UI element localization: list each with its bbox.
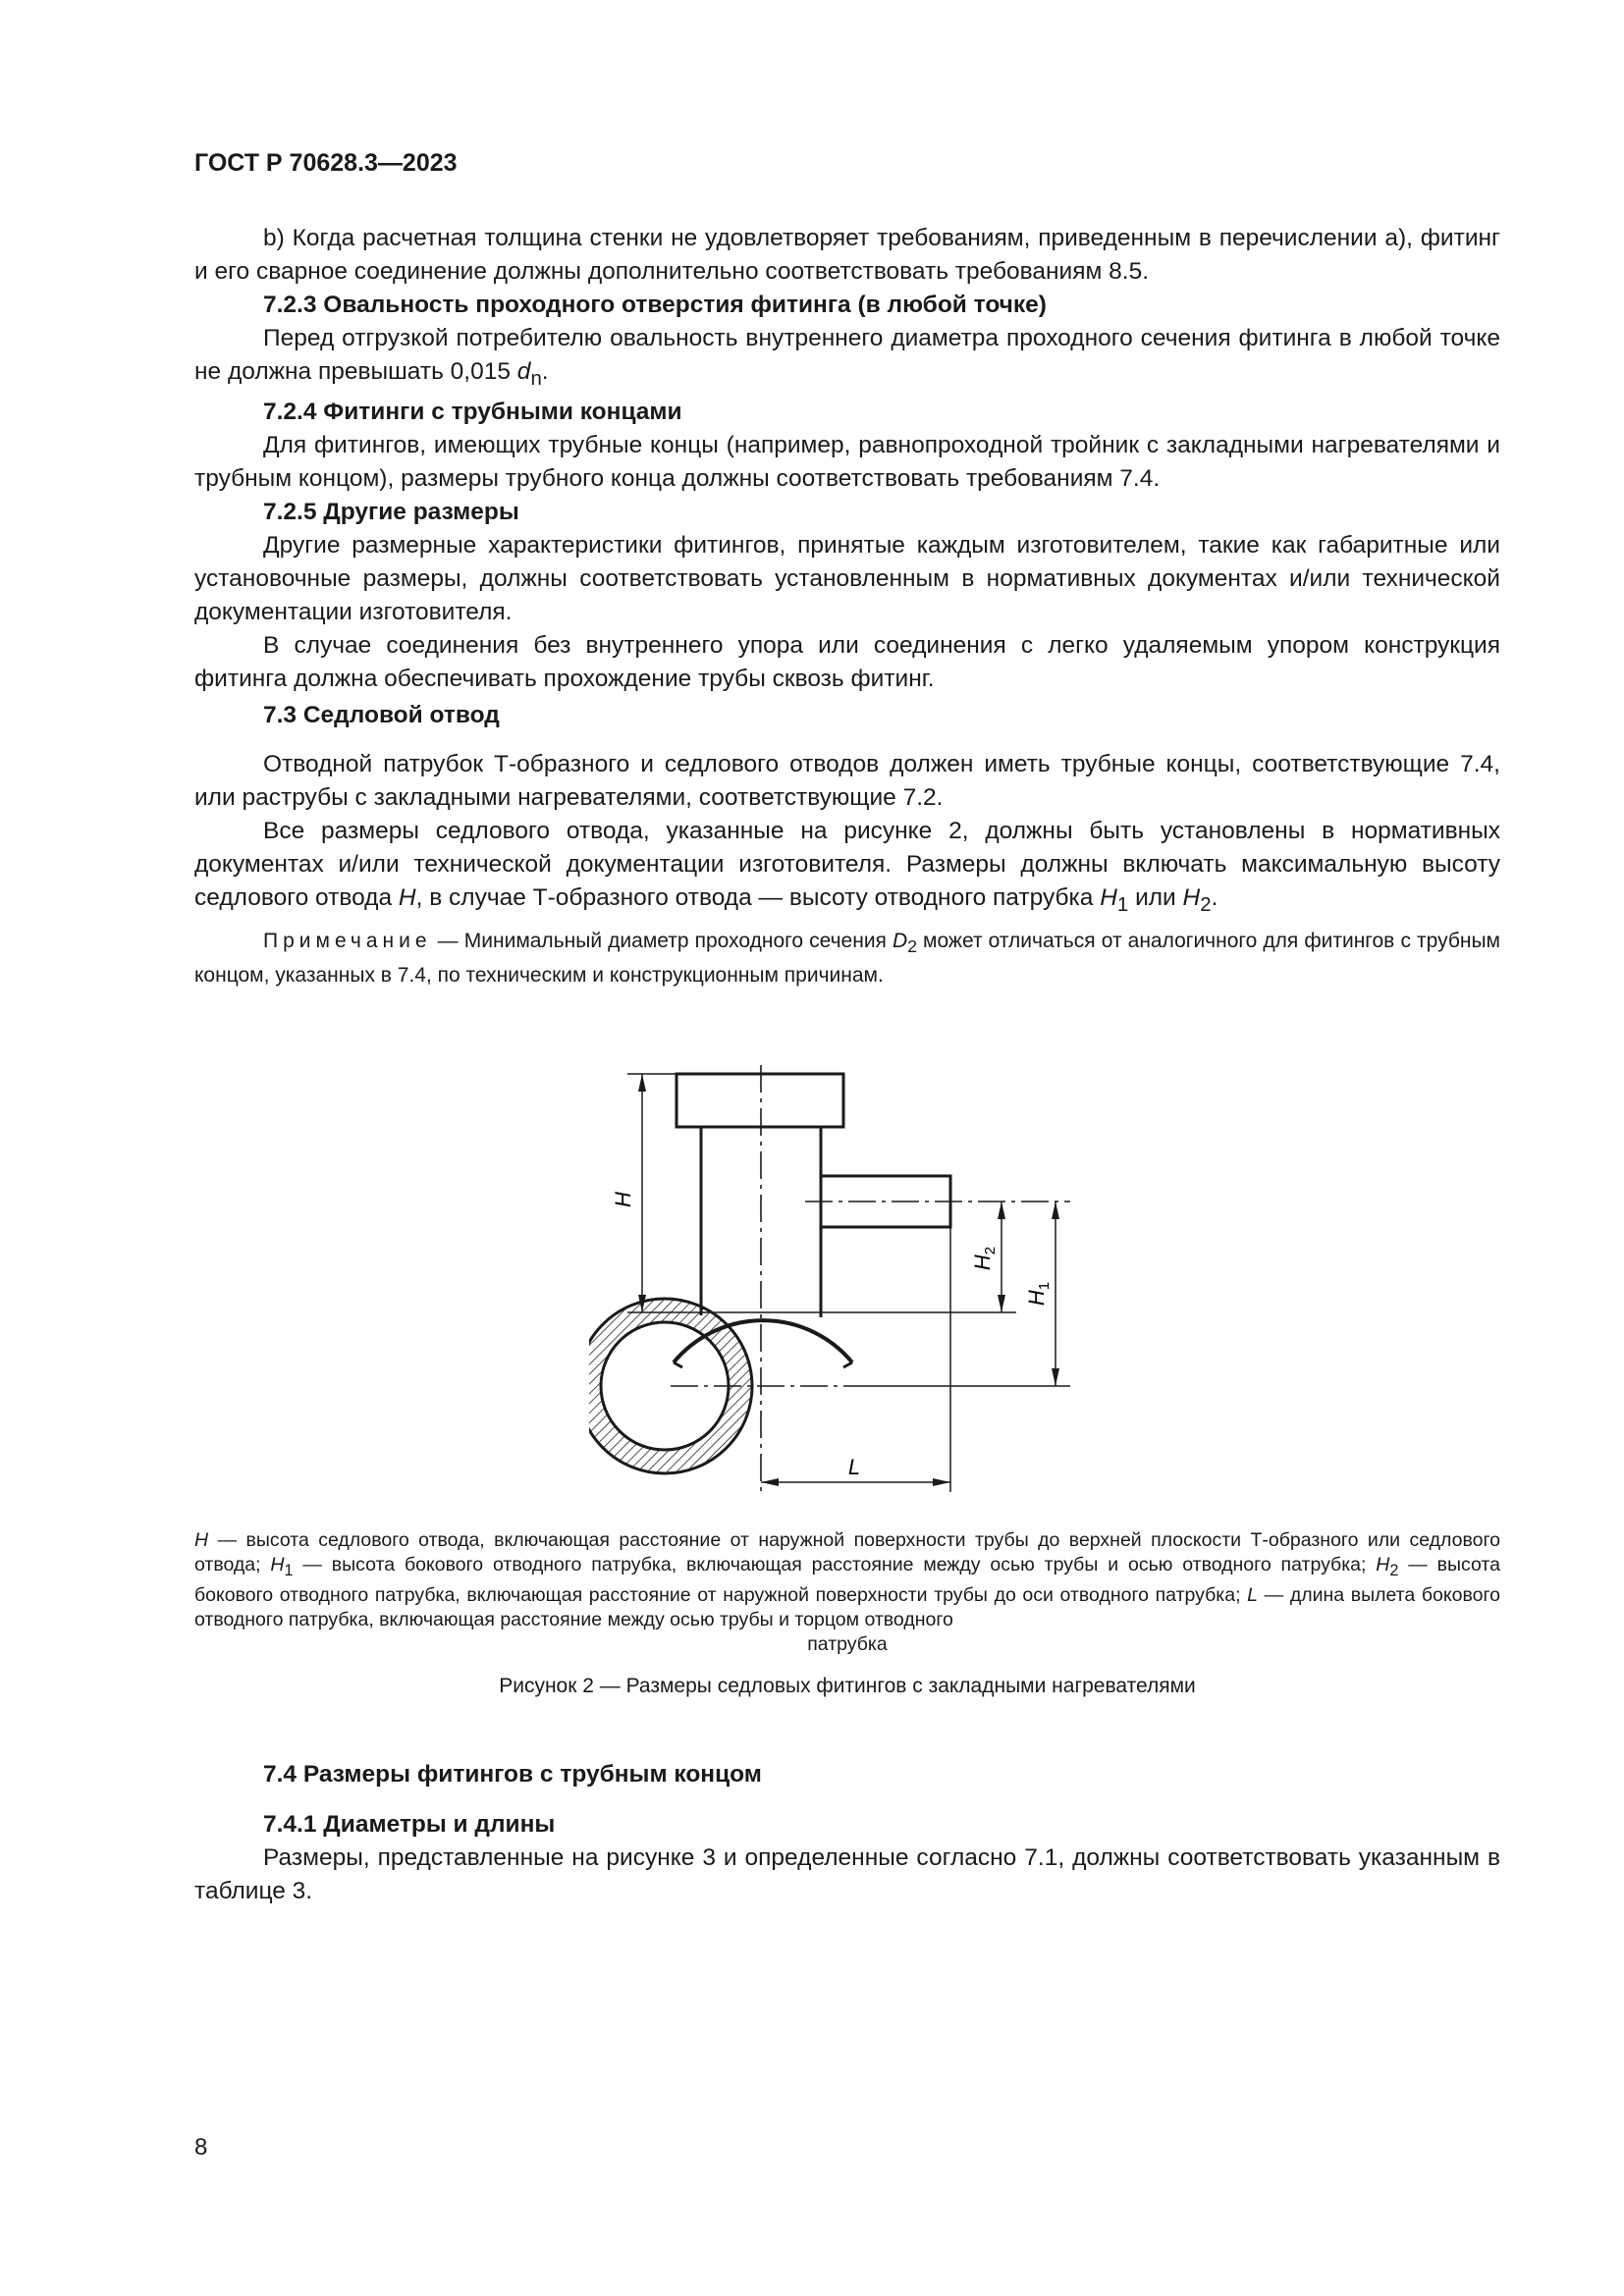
fitting-top-cap (677, 1074, 843, 1127)
text-block-top (194, 222, 1500, 696)
paragraph-7-3-2: Все размеры седлового отвода, указанные на рисунке 2, должны быть установлены в нормативных документах и/или технической документации изготовителя. Размеры должны включать максимальную высоту седлового отвода H, в случае Т-образного отвода — высоту отводного патрубка $H_1$ или $H_2$. (194, 818, 1500, 916)
text-block-7-3 (194, 699, 1500, 732)
note-label: Примечание (263, 930, 432, 952)
label-H1: $H_1$ (1024, 1281, 1053, 1307)
paragraph-b: b) Когда расчетная толщина стенки не удовлетворяет требованиям, приведенным в перечислении а), фитинг и его сварное соединение должны дополнительно соответствовать требованиям 8.5. (194, 225, 1500, 285)
heading-7-2-3: 7.2.3 Овальность проходного отверстия фитинга (в любой точке) (263, 292, 1047, 318)
heading-7-4-1: 7.4.1 Диаметры и длины (263, 1811, 556, 1838)
heading-7-2-4: 7.2.4 Фитинги с трубными концами (263, 398, 682, 425)
paragraph-7-2-3: Перед отгрузкой потребителю овальность внутреннего диаметра проходного сечения фитинга в любой точке не должна превышать 0,015 $d_n$. (194, 325, 1500, 390)
figure-title: Рисунок 2 — Размеры седловых фитингов с закладными нагревателями (499, 1675, 1196, 1697)
document-id: ГОСТ Р 70628.3—2023 (194, 149, 458, 177)
label-H: H (611, 1192, 635, 1207)
paragraph-7-4-1: Размеры, представленные на рисунке 3 и определенные согласно 7.1, должны соответствовать указанным в таблице 3. (194, 1844, 1500, 1904)
text-block-7-3-body (194, 748, 1500, 922)
paragraph-7-2-4: Для фитингов, имеющих трубные концы (например, равнопроходной тройник с закладными нагревателями и трубным концом), размеры трубного конца должны соответствовать требованиям 7.4. (194, 431, 1500, 492)
heading-7-3: 7.3 Седловой отвод (263, 702, 500, 728)
figure-legend: H — высота седлового отвода, включающая расстояние от наружной поверхности трубы до верхней плоскости Т-образного или седлового отвода; $H_1$ — высота бокового отводного патрубка, включающая расстояние между осью трубы и осью отводного патрубка; $H_2$ — высота бокового отводного патрубка, включающая расстояние от наружной поверхности трубы до оси отводного патрубка; L — длина вылета бокового отводного патрубка, включающая расстояние между осью трубы и торцом отводного патрубка (194, 1529, 1500, 1655)
paragraph-7-2-5-1: Другие размерные характеристики фитингов, принятые каждым изготовителем, такие как габаритные или установочные размеры, должны соответствовать установленным в нормативных документах и/или технической документации изготовителя. (194, 531, 1500, 625)
paragraph-7-2-5-2: В случае соединения без внутреннего упора или соединения с легко удаляемым упором конструкция фитинга должна обеспечивать прохождение трубы сквозь фитинг. (194, 631, 1500, 692)
note-paragraph: Примечание — Минимальный диаметр проходного сечения $D_2$ может отличаться от аналогичного для фитингов с трубным концом, указанных в 7.4, по техническим и конструкционным причинам. (194, 930, 1500, 988)
text-block-7-4 (194, 1758, 1500, 1791)
heading-7-2-5: 7.2.5 Другие размеры (263, 498, 519, 525)
label-L: L (847, 1455, 861, 1479)
page-number: 8 (194, 2134, 208, 2161)
paragraph-7-3-1: Отводной патрубок Т-образного и седлового отводов должен иметь трубные концы, соответствующие 7.4, или раструбы с закладными нагревателями, соответствующие 7.2. (194, 751, 1500, 811)
label-H2: $H_2$ (970, 1246, 999, 1271)
note (194, 927, 1500, 990)
figure-saddle-fitting (589, 1041, 1139, 1512)
heading-7-4: 7.4 Размеры фитингов с трубным концом (263, 1761, 762, 1788)
text-block-7-4-1 (194, 1808, 1500, 1908)
